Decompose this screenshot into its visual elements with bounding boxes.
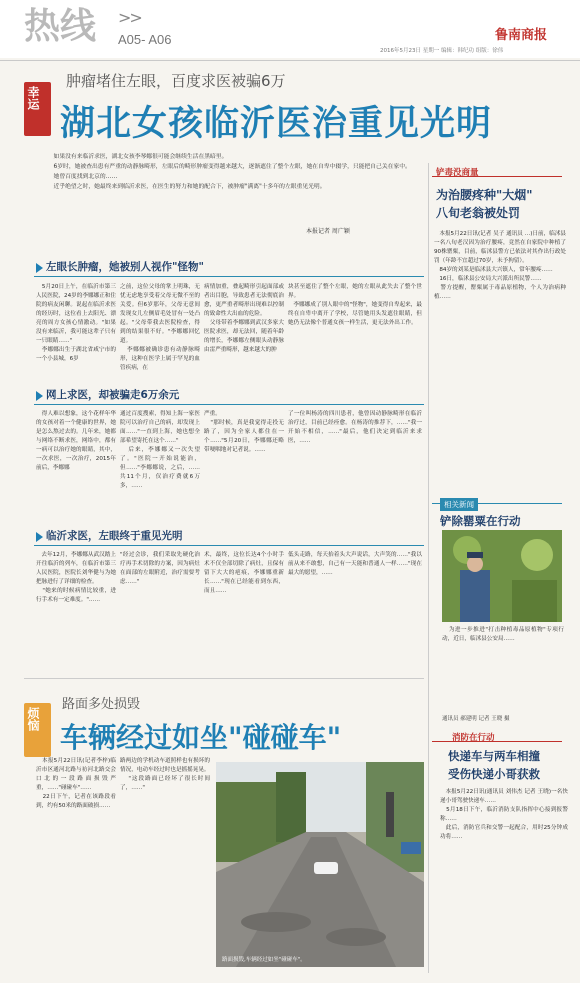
- related-text: 为进一步推进"打击种植毒品原植物"专项行动，近日，临沭县公安局……: [442, 627, 564, 642]
- side2-headline: 快递车与两车相撞 受伤快递小哥获救: [448, 749, 540, 781]
- photo-caption: 路面损毁,车辆经过如坐"碰碰车"。: [222, 957, 306, 963]
- story1-col1: 5月20日上午，在临沂市第三人民医院，24岁的李娜娜正和住院的病友闲聊。说起在临沂求医的经历时，这位看上去阳光、漂亮的周方女孩心情激动。"如果没有来临沂，我可能这辈子只有一只眼睛……" 李娜娜出生于湖北省咸宁市的一个小县城，6岁: [36, 284, 116, 362]
- page-numbers: A05- A06: [118, 32, 172, 47]
- car-kicker: 路面多处损毁: [62, 697, 141, 712]
- side1-headline: 为治腰疼种"大烟" 八旬老翁被处罚: [436, 188, 533, 220]
- related-headline: 铲除罂粟在行动: [440, 514, 521, 528]
- car-headline: 车辆经过如坐"碰碰车": [60, 721, 342, 754]
- story2-col3: 严重。 "那时候，真是我觉得走投无路了，因为全家人都住在一个……"5月20日，李娜娜还略带哽咽地对记者说。……: [204, 411, 284, 453]
- header-arrows: >>: [118, 8, 141, 27]
- road-photo: [216, 762, 424, 967]
- story2-col2: 通过百度搜索，得知上海一家医院可以治疗自己的病，却发现上面……"一直到上海，她也想全部希望寄托在这个……" 后来，李娜娜又一次失望了。"医院一开始说能治，但……"李娜娜说，之后，……共11个月，仅治疗费就6万多，……: [120, 411, 200, 489]
- section-title: 热线: [24, 5, 97, 47]
- lead-headline: 湖北女孩临沂医治重见光明: [60, 103, 493, 144]
- story2-col4: 了一位叫杨涛的四川患者，他曾因动静脉畸形在临沂治疗过，目前已经痊愈。在杨涛的推荐下，……"我一开始不相信，……"最后，他们决定到临沂来求医，……: [288, 411, 422, 444]
- side2-category: 消防在行动: [452, 733, 495, 743]
- side1-category: 铲毒没商量: [436, 168, 479, 178]
- story2-col1: 得人难以想象，这个花样年华的女孩对着一个健康的世界，她是怎么熬过去的。几年来，她都与网络不断求医，网络中，都有一病可以治疗她的眼睛，其中，一次求医，一次治疗，2015年前后，李娜娜: [36, 411, 116, 471]
- story3-col4: 低头走路，每天抬着头大声说话，大声笑的……"我以前从来不敢想，自己有一天能和普通人一样……"现在最大的愿望，……: [288, 552, 422, 576]
- police-photo: [442, 530, 562, 622]
- section-marker-icon: [36, 532, 43, 542]
- section-divider: [34, 545, 424, 546]
- car-col2: 路两边的学机动车道照样也有损坏的情况，电动车经过时也是摇摇晃晃。 "这段路面已经坏了很长时间了，……": [120, 758, 210, 791]
- story1-col3: 病情加重，叠起畸形引起面部或者出目胞，导致患者无法彻底治愈，更严重者畸形出现难以控制的致命性大出血的危险。 父母带着李娜娜到武汉多家大医院求医，却无法回，随着年龄的增长，李娜娜左侧眼头动静脉由雷严重畸形，越来越大的肿: [204, 284, 284, 353]
- story3-col2: "经过会诊，我们采取先硬化治疗再手术切除的方案，因为病灶在面部的左眼附近，治疗需要考虑……": [120, 552, 200, 585]
- related-label: 相关新闻: [440, 498, 478, 511]
- section-title-3: 临沂求医，左眼终于重见光明: [46, 530, 183, 542]
- brand-logo: 鲁南商报: [495, 28, 548, 43]
- lead-byline: 本报记者 周广颖: [306, 228, 350, 235]
- side1-text: 本报5月22日讯(记者 吴子 通讯员 …)日前，临沭县一名八旬老汉因为治疗腰疼，竟然在自家院中种植了90株罂粟，目前，临沭县警方已依法对其作出行政处罚（年龄不宜超过70岁，未予拘留）。 84岁的刘某是临沭县大兴镇人，常年腰疼…… 16日，临沭县公安局大兴派出所民警…… 警方提醒，罂粟属于毒品原植物，个人为治病种植……: [434, 231, 566, 300]
- car-tag-text: 烦恼: [26, 707, 40, 731]
- lead-kicker: 肿瘤堵住左眼，百度求医被骗6万: [66, 72, 286, 90]
- section-divider: [24, 678, 424, 679]
- section-title-1: 左眼长肿瘤，她被别人视作"怪物": [46, 261, 204, 273]
- side2-text: 本报5月22日讯(通讯员 刘伟杰 记者 王晓)一名快递小哥驾驶快递车…… 5月18日下午，临沂消防支队指挥中心接到报警称…… 此后，消防官兵和交警一起配合，用时25分钟成功将……: [440, 789, 568, 840]
- header-divider: [0, 60, 580, 61]
- car-col1: 本报5月22日讯(记者李梓)临沂市区通河北路与祊河北路交会口北的一段路面损毁严重，……"碰碰车"…… 22日下午，记者在该路段看到，约有50米的路面破损……: [36, 758, 116, 809]
- story3-col1: 去年12月，李娜娜从武汉踏上开往临沂的列车，在临沂市第三人民医院，医院长刘华健与为她把脉进行了详细的检查。 "她来的时候病情比较重，进行手术有一定难度。"……: [36, 552, 116, 603]
- story1-col4: 块甚至遮住了整个左眼，她的左眼从此失去了整个世界。 李娜娜成了别人眼中的"怪物"，她变得自卑起来，最终在自卑中离开了学校，尽管她用头发遮住眼睛，但她仍无法像个普通女孩一样生活，更无法外出工作。: [288, 284, 422, 326]
- story1-col2: 之前，这位父母的掌上明珠，无忧无虑地享受着父母无微不至的关爱。但6岁那年，父母无意间发现女儿左侧眉毛处冒有一处凸起。"父母带我去医院检查，得到的结果很不好。"李娜娜回忆道。 李娜娜被确诊患有动静脉畸形，这种在医学上属于罕见的血管疾病，在: [120, 284, 200, 371]
- sidebar-divider: [428, 163, 429, 973]
- section-divider: [34, 276, 424, 277]
- lead-intro: 如果没有来临沂求医，湖北女孩李琴娜很可能会继续生活在黑暗里。 6岁时，她被查出患有严重的动静脉畸形，左眼后的畸形肿瘤变得越来越大，逐渐遮住了整个左眼，她在自卑中辍学，只能把自己关在家中。 她曾百度找到北京的…… 近乎绝望之时，她最终来到临沂求医，在医生的努力和她的配合下，被肿瘤"满离"十多年的左眼重见光明。: [53, 154, 411, 190]
- section-marker-icon: [36, 391, 43, 401]
- related-byline: 通讯员 郝建明 记者 王晓 摄: [442, 716, 510, 722]
- issue-meta: 2016年5月23日 星期一 编辑：韩纪功 组版：徐伟: [380, 48, 504, 54]
- section-divider: [34, 404, 424, 405]
- section-marker-icon: [36, 263, 43, 273]
- lead-tag-text: 幸运: [26, 86, 40, 110]
- section-title-2: 网上求医，却被骗走6万余元: [46, 389, 180, 401]
- story3-col3: 术，最终，这位长达4个小时手术不仅全部切除了病灶，且保有留下大大的疤痕，李娜娜重新长……"现在已经能看到东西，而且……: [204, 552, 284, 594]
